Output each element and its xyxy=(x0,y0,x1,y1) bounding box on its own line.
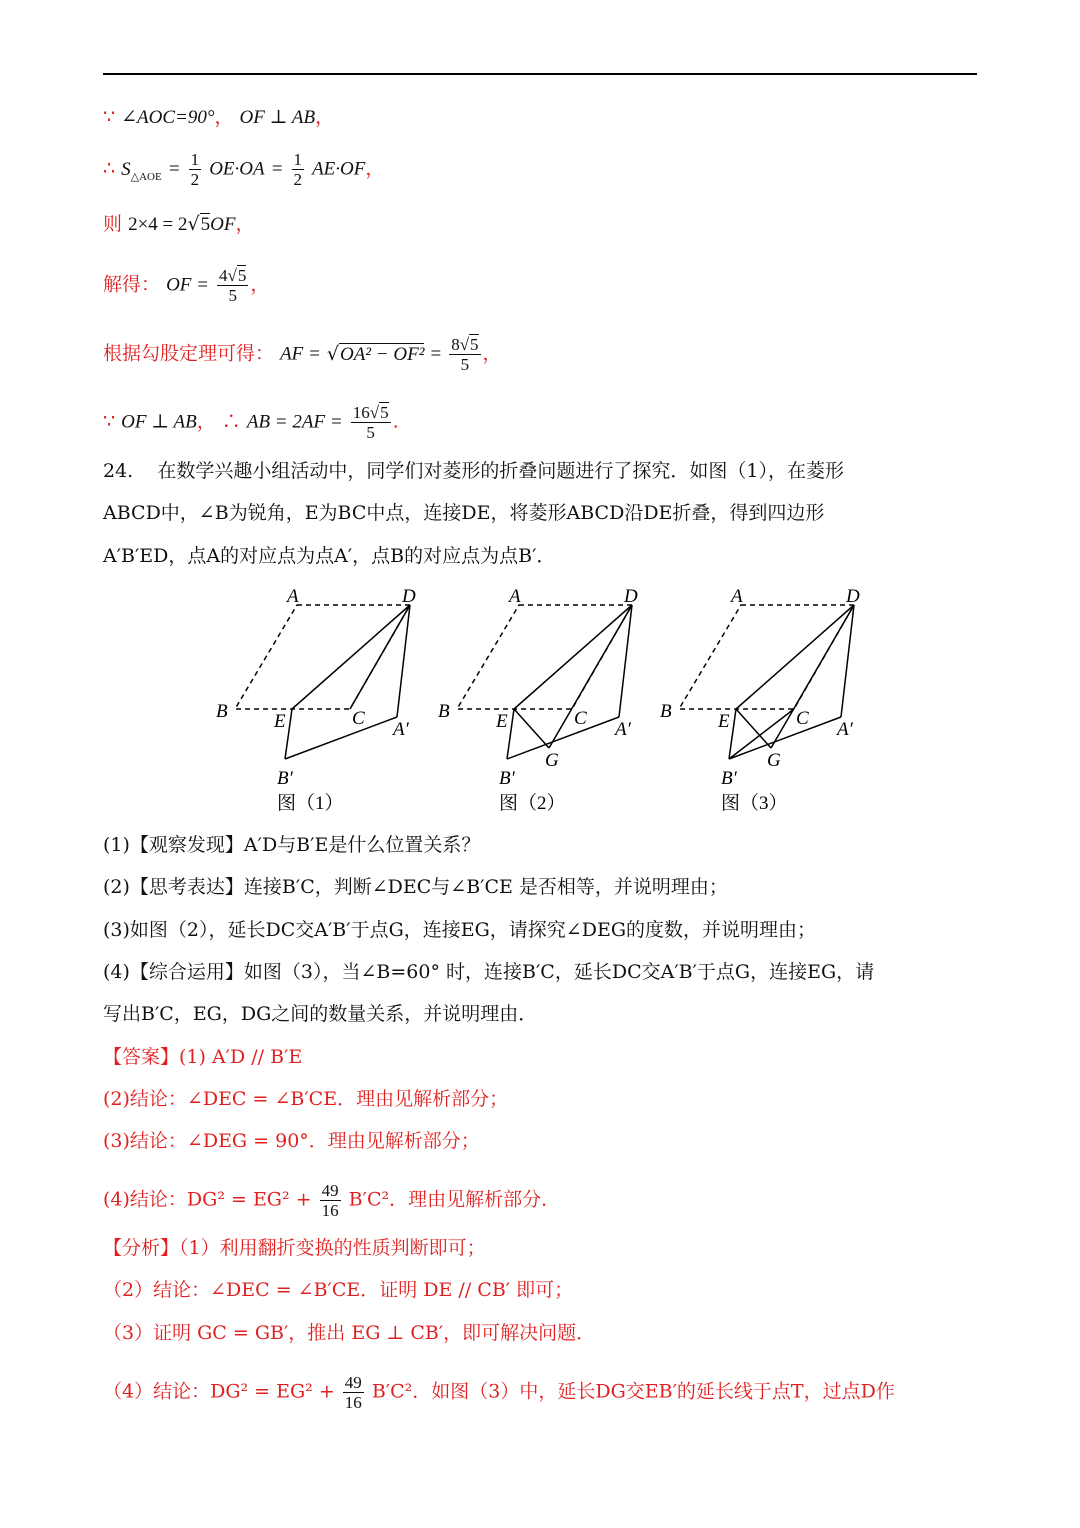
figure-1 xyxy=(235,605,410,759)
problem-line-3: A′B′ED，点A的对应点为点A′，点B的对应点为点B′． xyxy=(103,545,556,567)
answer-2: (2)结论：∠DEC = ∠B′CE．理由见解析部分； xyxy=(103,1088,509,1110)
geometry-figures xyxy=(0,575,1080,820)
label-a-1: A xyxy=(287,586,299,607)
analysis-3: （3）证明 GC = GB′，推出 EG ⊥ CB′，即可解决问题． xyxy=(103,1322,596,1344)
question-2: (2)【思考表达】连接B′C，判断∠DEC与∠B′CE 是否相等，并说明理由； xyxy=(103,876,728,898)
caption-3: 图（3） xyxy=(721,793,788,814)
label-c-3: C xyxy=(796,708,809,729)
question-3: (3)如图（2），延长DC交A′B′于点G，连接EG，请探究∠DEG的度数，并说明理由； xyxy=(103,919,817,941)
label-e-3: E xyxy=(718,711,730,732)
label-b1-1: B′ xyxy=(277,768,293,789)
caption-2: 图（2） xyxy=(499,793,566,814)
label-d-2: D xyxy=(624,586,638,607)
label-e-1: E xyxy=(274,711,286,732)
caption-1: 图（1） xyxy=(277,793,344,814)
label-a-3: A xyxy=(731,586,743,607)
problem-line-2: ABCD中，∠B为锐角，E为BC中点，连接DE，将菱形ABCD沿DE折叠，得到四边形 xyxy=(103,502,825,524)
label-b1-3: B′ xyxy=(721,768,737,789)
label-d-3: D xyxy=(846,586,860,607)
solution-line-3: 则 2×4 = 2√5OF， xyxy=(103,213,255,235)
problem-line-1: 24. 在数学兴趣小组活动中，同学们对菱形的折叠问题进行了探究．如图（1），在菱形 xyxy=(103,460,844,482)
figure-2 xyxy=(457,605,632,759)
label-b-2: B xyxy=(438,701,450,722)
label-b-1: B xyxy=(216,701,228,722)
label-e-2: E xyxy=(496,711,508,732)
label-d-1: D xyxy=(402,586,416,607)
label-a1-1: A′ xyxy=(393,719,409,740)
solution-line-4: 解得： OF = $\frac{4√5}{5}$ ， xyxy=(103,266,270,305)
answer-4: (4)结论：DG² = EG² + $\frac{49}{16}$ B′C²．理由见解析部分． xyxy=(103,1181,561,1220)
answer-3: (3)结论：∠DEG = 90°．理由见解析部分； xyxy=(103,1130,480,1152)
question-1: (1)【观察发现】A′D与B′E是什么位置关系？ xyxy=(103,834,481,856)
question-4: (4)【综合运用】如图（3），当∠B=60° 时，连接B′C，延长DC交A′B′于点G，连接EG，请 xyxy=(103,961,875,983)
analysis-4: （4）结论：DG² = EG² + $\frac{49}{16}$ B′C²．如图（3）中，延长DG交EB′的延长线于点T，过点D作 xyxy=(103,1373,895,1412)
figure-captions xyxy=(277,792,788,814)
label-g-2: G xyxy=(545,750,559,771)
label-g-3: G xyxy=(767,750,781,771)
answer-1: 【答案】(1) A′D // B′E xyxy=(103,1046,303,1068)
figure-3 xyxy=(679,605,854,759)
label-c-1: C xyxy=(352,708,365,729)
solution-line-1: ∵ ∠AOC=90°， OF ⊥ AB， xyxy=(103,106,335,128)
label-c-2: C xyxy=(574,708,587,729)
solution-line-6: ∵ OF ⊥ AB， ∴ AB = 2AF = $\frac{16√5}{5}$ . xyxy=(103,403,399,442)
label-b1-2: B′ xyxy=(499,768,515,789)
label-a1-3: A′ xyxy=(837,719,853,740)
solution-line-2: ∴ $S_{\triangle AOE}$ = $\frac{1}{2}$ OE·OA = $\frac{1}{2}$ AE·OF， xyxy=(103,150,385,189)
solution-line-5: 根据勾股定理可得： AF = √OA² − OF² = $\frac{8√5}{5}$ ， xyxy=(103,335,502,374)
analysis-2: （2）结论：∠DEC = ∠B′CE．证明 DE // CB′ 即可； xyxy=(103,1279,574,1301)
label-a-2: A xyxy=(509,586,521,607)
header-rule xyxy=(103,73,977,75)
label-b-3: B xyxy=(660,701,672,722)
question-4-cont: 写出B′C，EG，DG之间的数量关系，并说明理由． xyxy=(103,1003,538,1025)
analysis-1: 【分析】（1）利用翻折变换的性质判断即可； xyxy=(103,1237,486,1259)
label-a1-2: A′ xyxy=(615,719,631,740)
